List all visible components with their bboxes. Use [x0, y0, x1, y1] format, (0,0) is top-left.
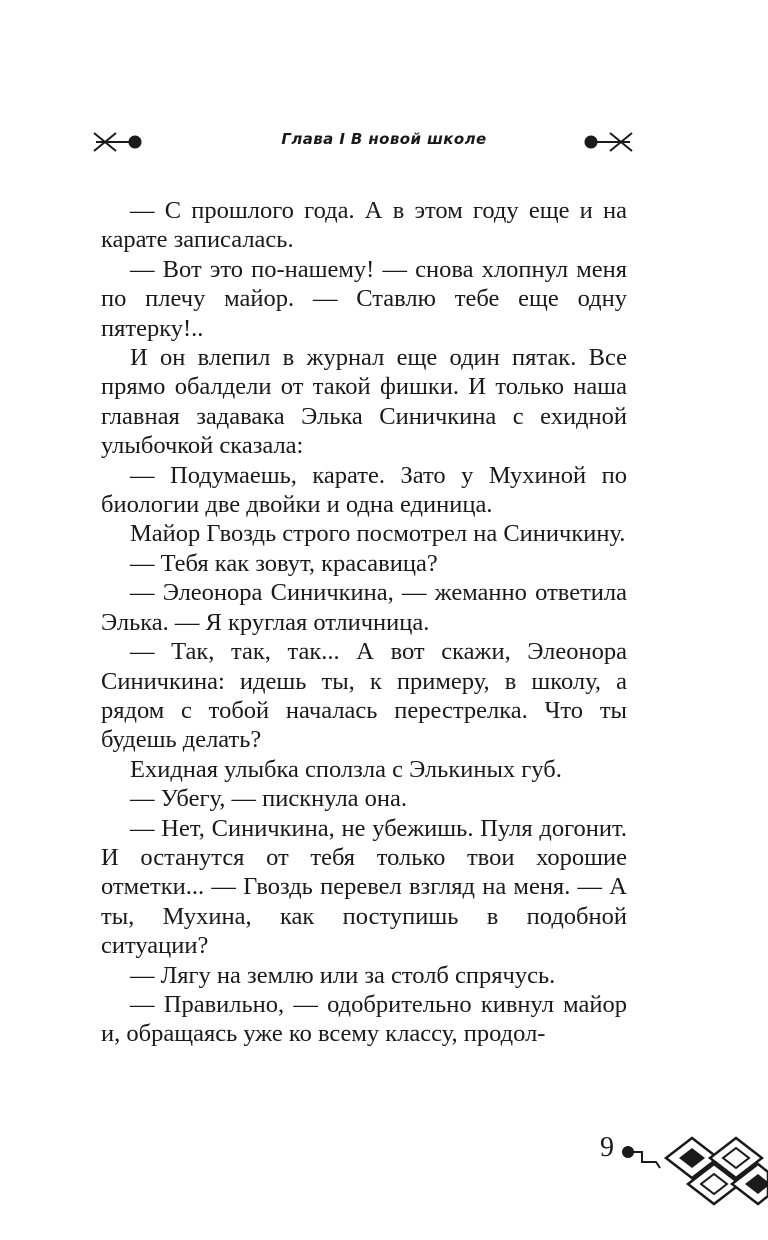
paragraph: И он влепил в журнал еще один пятак. Все прямо обалдели от такой фишки. И только наша главная задавака Элька Синичкина с ехидной улыбочкой сказала:	[101, 344, 627, 460]
paragraph: — Элеонора Синичкина, — жеманно ответила Элька. — Я круглая отличница.	[101, 579, 627, 636]
paragraph: — Так, так, так... А вот скажи, Элеонора Синичкина: идешь ты, к примеру, в школу, а рядом с тобой началась перестрелка. Что ты будешь делать?	[101, 638, 627, 754]
paragraph: — Правильно, — одобрительно кивнул майор и, обращаясь уже ко всему классу, продол-	[101, 990, 627, 1048]
paragraph: — Тебя как зовут, красавица?	[130, 549, 438, 577]
chapter-title: Глава I В новой школе	[281, 130, 487, 148]
paragraph: Ехидная улыбка сползла с Элькиных губ.	[130, 755, 562, 783]
dot-cross-ornament-icon	[582, 128, 634, 156]
page-footer	[590, 1132, 768, 1212]
paragraph: — Нет, Синичкина, не убежишь. Пуля догонит. И останутся от тебя только твои хорошие отметки... — Гвоздь перевел взгляд на меня. — А ты, Мухина, как поступишь в подобной ситуации?	[101, 814, 627, 960]
paragraph: — С прошлого года. А в этом году еще и на карате записалась.	[101, 197, 627, 254]
paragraph: — Убегу, — пискнула она.	[130, 785, 408, 813]
diamond-chain-ornament-icon	[620, 1132, 768, 1212]
paragraph: — Вот это по-нашему! — снова хлопнул меня по плечу майор. — Ставлю тебе еще одну пятерку!..	[101, 255, 627, 342]
body-text	[101, 196, 627, 1049]
page-number: 9	[600, 1132, 614, 1163]
paragraph: Майор Гвоздь строго посмотрел на Синичкину.	[130, 520, 626, 548]
running-header	[0, 128, 768, 156]
paragraph: — Подумаешь, карате. Зато у Мухиной по биологии две двойки и одна единица.	[101, 461, 627, 519]
paragraph: — Лягу на землю или за столб спрячусь.	[130, 961, 556, 989]
